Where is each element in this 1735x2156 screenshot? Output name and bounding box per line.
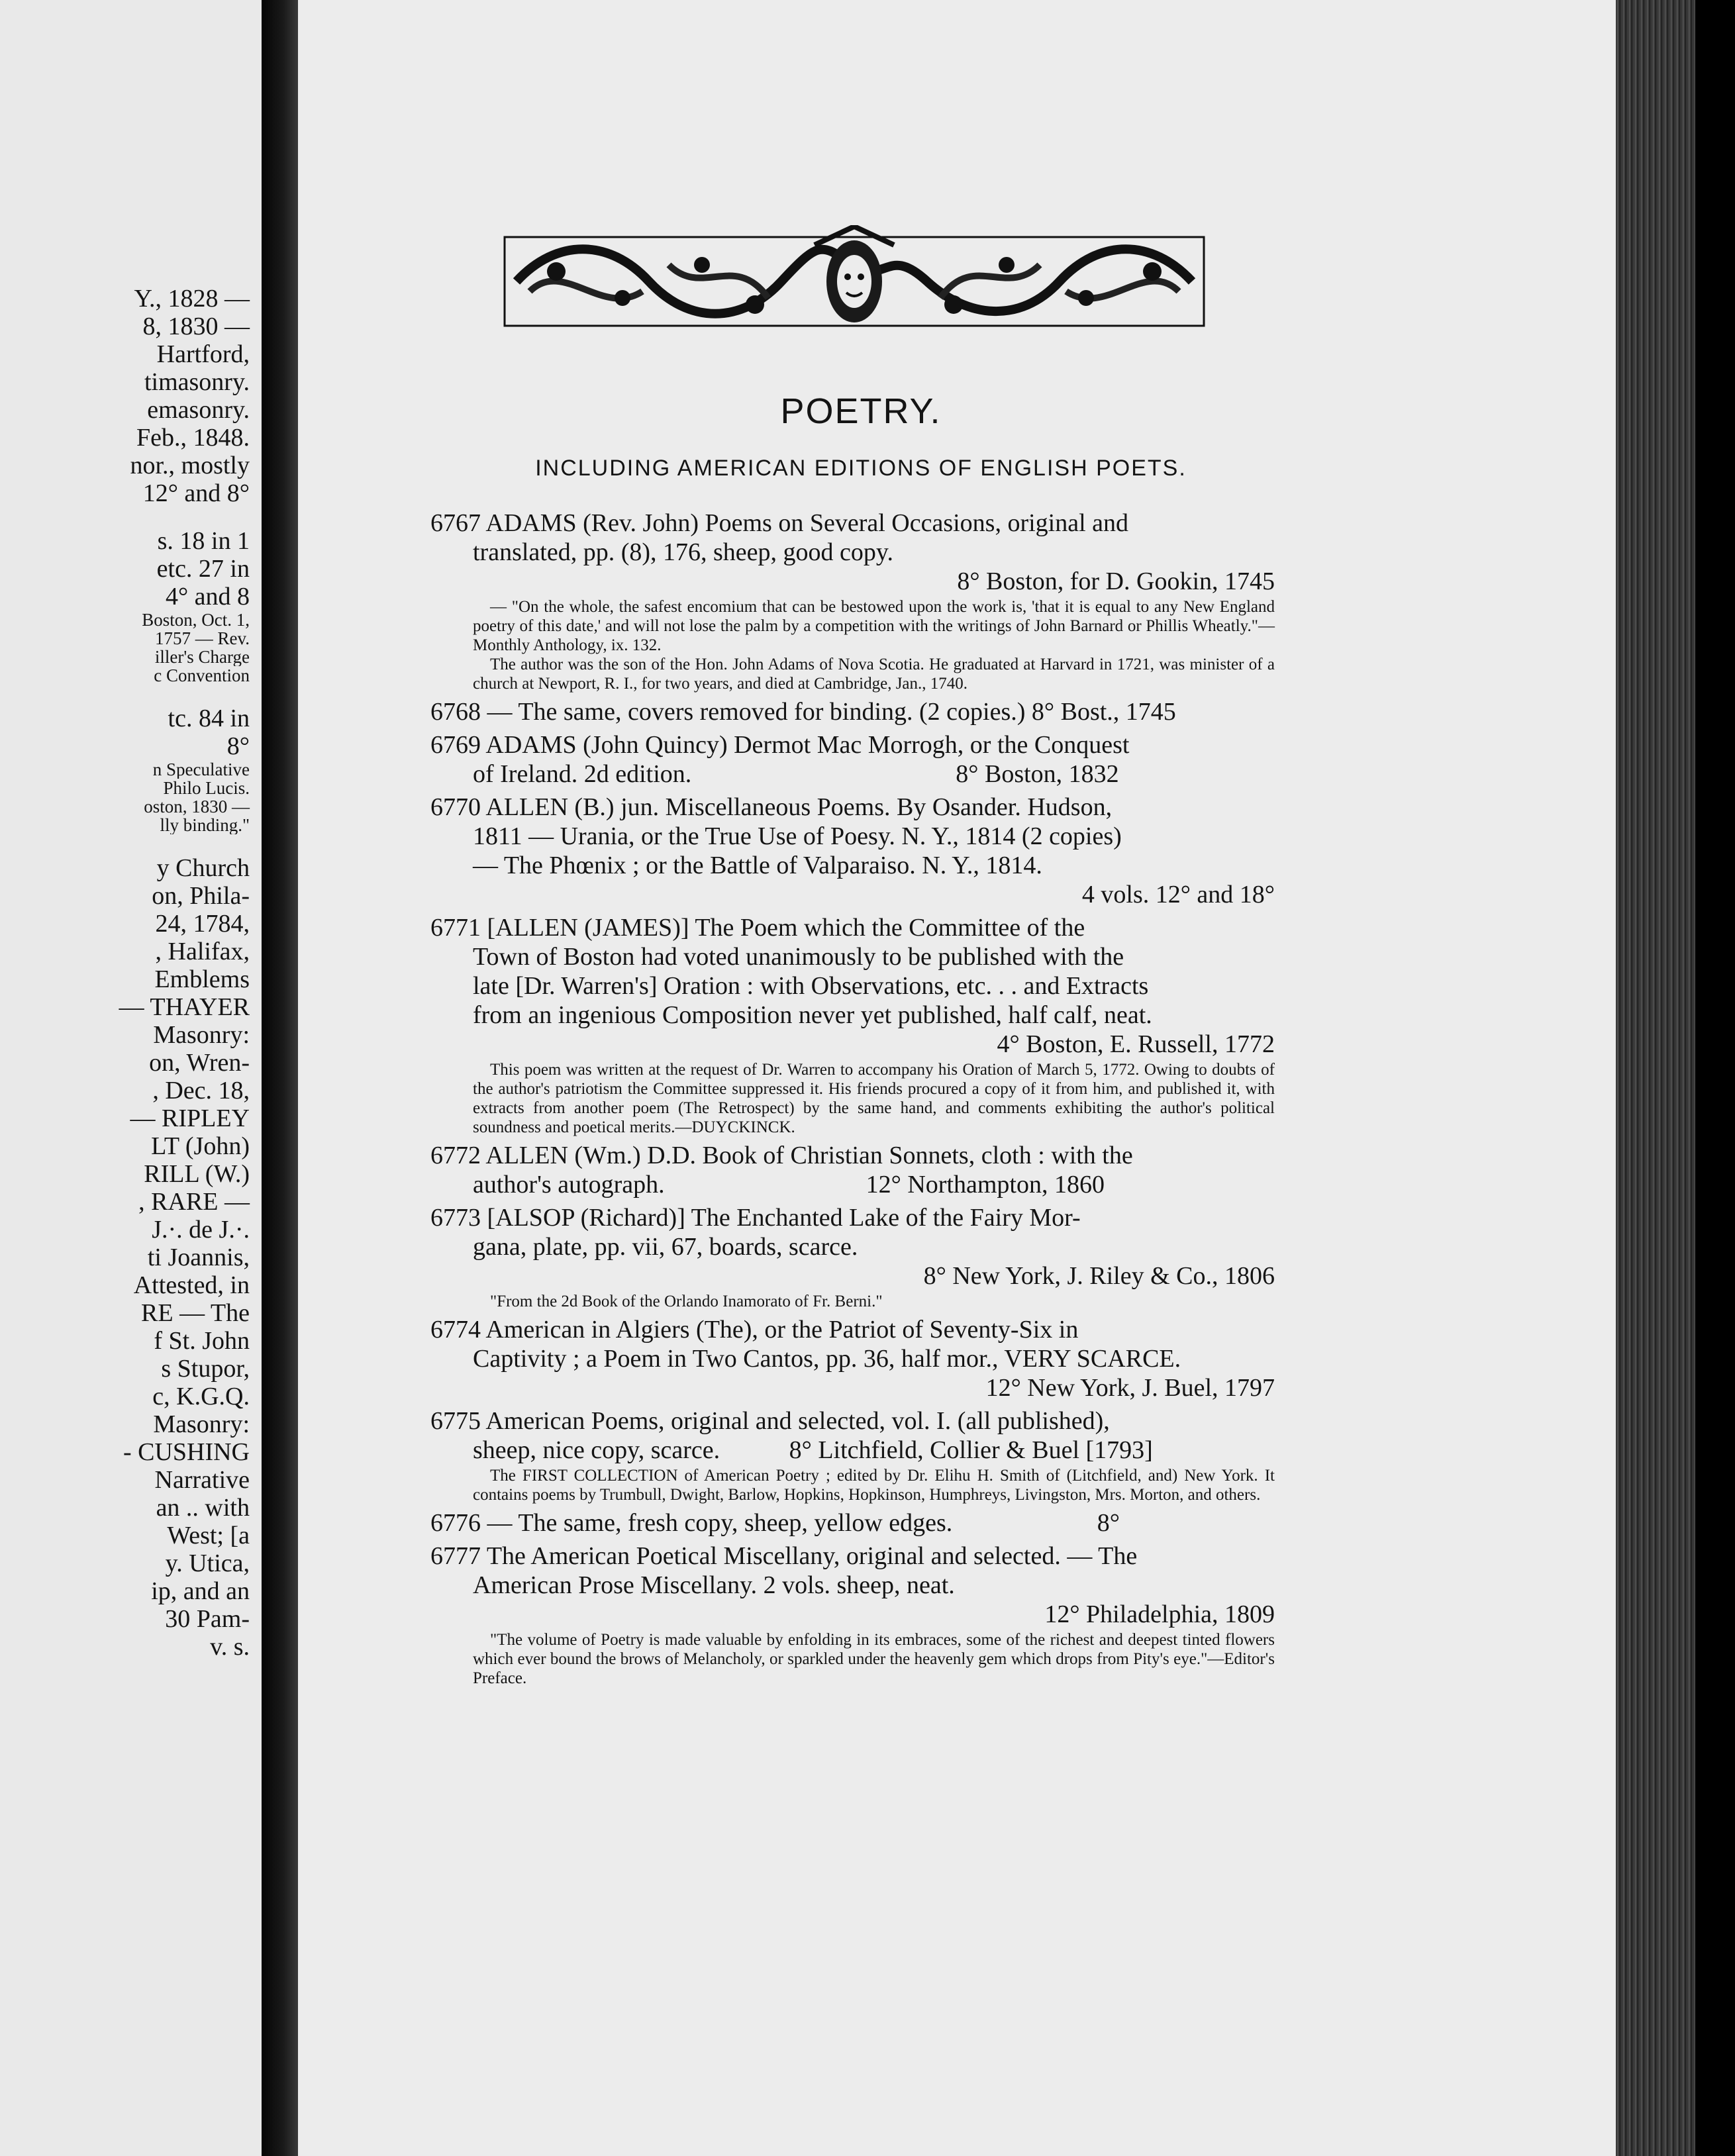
entry-line: 8° New York, J. Riley & Co., 1806 — [923, 1262, 1275, 1290]
left-page-fragment: ti Joannis, — [147, 1244, 250, 1271]
entry-note — [430, 1630, 1275, 1688]
entry-line: 6771 [ALLEN (JAMES)] The Poem which the Committee of the — [430, 914, 1085, 942]
entry-line: 6777 The American Poetical Miscellany, original and selected. — The — [430, 1542, 1138, 1570]
entry-line: Town of Boston had voted unanimously to be published with the — [473, 943, 1124, 971]
catalog-entry-6770 — [430, 793, 1275, 909]
page-edge — [1616, 0, 1735, 2156]
left-page-fragment: an .. with — [156, 1494, 250, 1522]
page-subtitle: INCLUDING AMERICAN EDITIONS OF ENGLISH POETS. — [535, 456, 1187, 481]
entry-line: gana, plate, pp. vii, 67, boards, scarce. — [473, 1233, 858, 1261]
left-page-fragment: c, K.G.Q. — [152, 1383, 250, 1410]
headpiece-ornament-image — [503, 225, 1205, 338]
left-page-fragment: s Stupor, — [161, 1355, 250, 1383]
entry-line: 6776 — The same, fresh copy, sheep, yellow edges. 8° — [430, 1509, 1120, 1537]
entry-line: 6767 ADAMS (Rev. John) Poems on Several Occasions, original and — [430, 509, 1129, 537]
catalog-entry-6773 — [430, 1203, 1275, 1311]
left-page-fragment: Y., 1828 — — [134, 285, 250, 313]
left-page-fragment: oston, 1830 — — [144, 797, 250, 816]
entry-line: Captivity ; a Poem in Two Cantos, pp. 36, half mor., VERY SCARCE. — [473, 1345, 1181, 1373]
left-page-fragment: c Convention — [154, 666, 250, 685]
left-page-fragment: Masonry: — [153, 1021, 250, 1049]
left-page-fragment: 12° and 8° — [142, 479, 250, 507]
catalog-entry-6768 — [430, 697, 1275, 726]
left-page-fragment: — RIPLEY — [130, 1104, 250, 1132]
left-page-fragment: lly binding." — [160, 816, 250, 834]
left-page-fragment: ip, and an — [151, 1577, 250, 1605]
entry-note-paragraph: The author was the son of the Hon. John Adams of Nova Scotia. He graduated at Harvard in 1721, was minister of a church at Newport, R. I., for two years, and died at Cambridge, Jan., 1740. — [473, 656, 1275, 693]
entry-note — [430, 1466, 1275, 1504]
left-page-fragment: , RARE — — [138, 1188, 250, 1216]
left-page-fragment: West; [a — [167, 1522, 250, 1549]
catalog-entry-6772 — [430, 1141, 1275, 1199]
left-page-fragment: f St. John — [154, 1327, 250, 1355]
left-page-fragment: 1757 — Rev. — [155, 629, 250, 648]
entry-line: 4 vols. 12° and 18° — [1081, 881, 1275, 908]
left-page-fragment: — THAYER — [119, 993, 250, 1021]
entry-note — [430, 597, 1275, 693]
left-page-fragment: , Dec. 18, — [152, 1077, 250, 1104]
left-page-fragment: RE — The — [141, 1299, 250, 1327]
entry-line: 6775 American Poems, original and selected, vol. I. (all published), — [430, 1407, 1110, 1435]
entry-note — [430, 1060, 1275, 1137]
entry-line: from an ingenious Composition never yet published, half calf, neat. — [473, 1001, 1152, 1029]
left-page-fragment: Hartford, — [156, 340, 250, 368]
left-page-fragment: y Church — [156, 854, 250, 882]
entry-line: 6769 ADAMS (John Quincy) Dermot Mac Morrogh, or the Conquest — [430, 731, 1130, 759]
catalog-entry-6777 — [430, 1542, 1275, 1688]
catalog-entry-6775 — [430, 1406, 1275, 1504]
entry-line: 1811 — Urania, or the True Use of Poesy. N. Y., 1814 (2 copies) — [473, 822, 1122, 850]
left-page-fragment: Masonry: — [153, 1410, 250, 1438]
entry-line: translated, pp. (8), 176, sheep, good copy. — [473, 538, 893, 566]
entry-note-paragraph: The FIRST COLLECTION of American Poetry ; edited by Dr. Elihu H. Smith of (Litchfield, and) New York. It contains poems by Trumbull, Dwight, Barlow, Hopkins, Hopkinson, Humphreys, Livingston, Mrs. Morton, and others. — [473, 1467, 1275, 1504]
entry-line: 12° New York, J. Buel, 1797 — [985, 1374, 1275, 1402]
entry-note-paragraph: "From the 2d Book of the Orlando Inamorato of Fr. Berni." — [490, 1293, 883, 1310]
left-page-fragment: Boston, Oct. 1, — [142, 611, 250, 629]
entry-note — [430, 1292, 1275, 1311]
left-page-fragment: s. 18 in 1 — [157, 527, 250, 555]
left-page-fragment: on, Wren- — [149, 1049, 250, 1077]
left-page-fragment: on, Phila- — [152, 882, 250, 910]
left-page-fragment: , Halifax, — [155, 938, 250, 965]
left-page-fragment: 8, 1830 — — [142, 313, 250, 340]
entry-line: author's autograph. 12° Northampton, 1860 — [473, 1171, 1105, 1199]
left-page-fragment: Philo Lucis. — [163, 779, 250, 797]
entry-note-paragraph: This poem was written at the request of Dr. Warren to accompany his Oration of March 5, 1772. Owing to doubts of the author's patriotism the Committee suppressed it. His friends procured a copy of it from him, and published it, with extracts from another poem (The Retrospect) by the same hand, and comments exhibiting the author's political soundness and poetical merits.—DUYCKINCK. — [473, 1061, 1275, 1136]
left-page-fragment: nor., mostly — [130, 452, 250, 479]
entry-note-paragraph: "The volume of Poetry is made valuable by enfolding in its embraces, some of the richest and deepest tinted flowers which ever bound the brows of Melancholy, or sparkled under the heavenly gem which drops from Pity's eye."—Editor's Preface. — [473, 1631, 1275, 1687]
entry-line: sheep, nice copy, scarce. 8° Litchfield, Collier & Buel [1793] — [473, 1436, 1153, 1464]
entry-line: — The Phœnix ; or the Battle of Valparaiso. N. Y., 1814. — [473, 852, 1042, 879]
entry-line: 8° Boston, for D. Gookin, 1745 — [957, 567, 1275, 595]
entry-line: 6768 — The same, covers removed for binding. (2 copies.) 8° Bost., 1745 — [430, 698, 1176, 726]
entry-line: 12° Philadelphia, 1809 — [1044, 1600, 1275, 1628]
left-page-fragment: - CUSHING — [123, 1438, 250, 1466]
left-page-fragment: y. Utica, — [165, 1549, 250, 1577]
left-page-fragment: timasonry. — [144, 368, 250, 396]
entry-line: of Ireland. 2d edition. 8° Boston, 1832 — [473, 760, 1119, 788]
left-page-fragment: iller's Charge — [154, 648, 250, 666]
entry-line: 6774 American in Algiers (The), or the Patriot of Seventy-Six in — [430, 1316, 1079, 1344]
page-title: POETRY. — [780, 391, 942, 431]
catalog-entry-6776 — [430, 1508, 1275, 1538]
entry-note-paragraph: — "On the whole, the safest encomium that can be bestowed upon the work is, 'that it is equal to any New England poetry of this date,' and will not lose the palm by a competition with the writings of John Barnard or Phillis Wheatly."—Monthly Anthology, ix. 132. — [473, 598, 1275, 654]
left-page-fragment: Narrative — [154, 1466, 250, 1494]
left-page-fragment: 30 Pam- — [165, 1605, 250, 1633]
entry-line: 6772 ALLEN (Wm.) D.D. Book of Christian Sonnets, cloth : with the — [430, 1142, 1133, 1169]
left-page-fragment: LT (John) — [151, 1132, 250, 1160]
catalog-entry-6769 — [430, 730, 1275, 789]
left-page — [0, 0, 262, 2156]
catalog-entry-6774 — [430, 1315, 1275, 1402]
entry-line: 6773 [ALSOP (Richard)] The Enchanted Lake of the Fairy Mor- — [430, 1204, 1081, 1232]
left-page-fragment: tc. 84 in — [168, 705, 250, 732]
catalog-entries — [430, 509, 1275, 1692]
left-page-fragment: emasonry. — [147, 396, 250, 424]
entry-line: 4° Boston, E. Russell, 1772 — [997, 1030, 1275, 1058]
left-page-fragment: Emblems — [154, 965, 250, 993]
left-page-fragment: J.·. de J.·. — [152, 1216, 250, 1244]
left-page-fragment: v. s. — [210, 1633, 250, 1661]
left-page-fragment: 8° — [226, 732, 250, 760]
left-page-fragment: Attested, in — [133, 1271, 250, 1299]
entry-line: late [Dr. Warren's] Oration : with Observations, etc. . . and Extracts — [473, 972, 1149, 1000]
left-page-fragment: 24, 1784, — [155, 910, 250, 938]
catalog-entry-6771 — [430, 913, 1275, 1137]
left-page-fragments — [0, 285, 255, 1661]
left-page-fragment: etc. 27 in — [156, 555, 250, 583]
entry-line: American Prose Miscellany. 2 vols. sheep, neat. — [473, 1571, 955, 1599]
left-page-fragment: n Speculative — [152, 760, 250, 779]
left-page-fragment: Feb., 1848. — [136, 424, 250, 452]
ornamental-headpiece — [503, 225, 1205, 338]
left-page-fragment: 4° and 8 — [165, 583, 250, 611]
entry-line: 6770 ALLEN (B.) jun. Miscellaneous Poems. By Osander. Hudson, — [430, 793, 1113, 821]
catalog-entry-6767 — [430, 509, 1275, 693]
book-gutter — [262, 0, 298, 2156]
left-page-fragment: RILL (W.) — [144, 1160, 250, 1188]
